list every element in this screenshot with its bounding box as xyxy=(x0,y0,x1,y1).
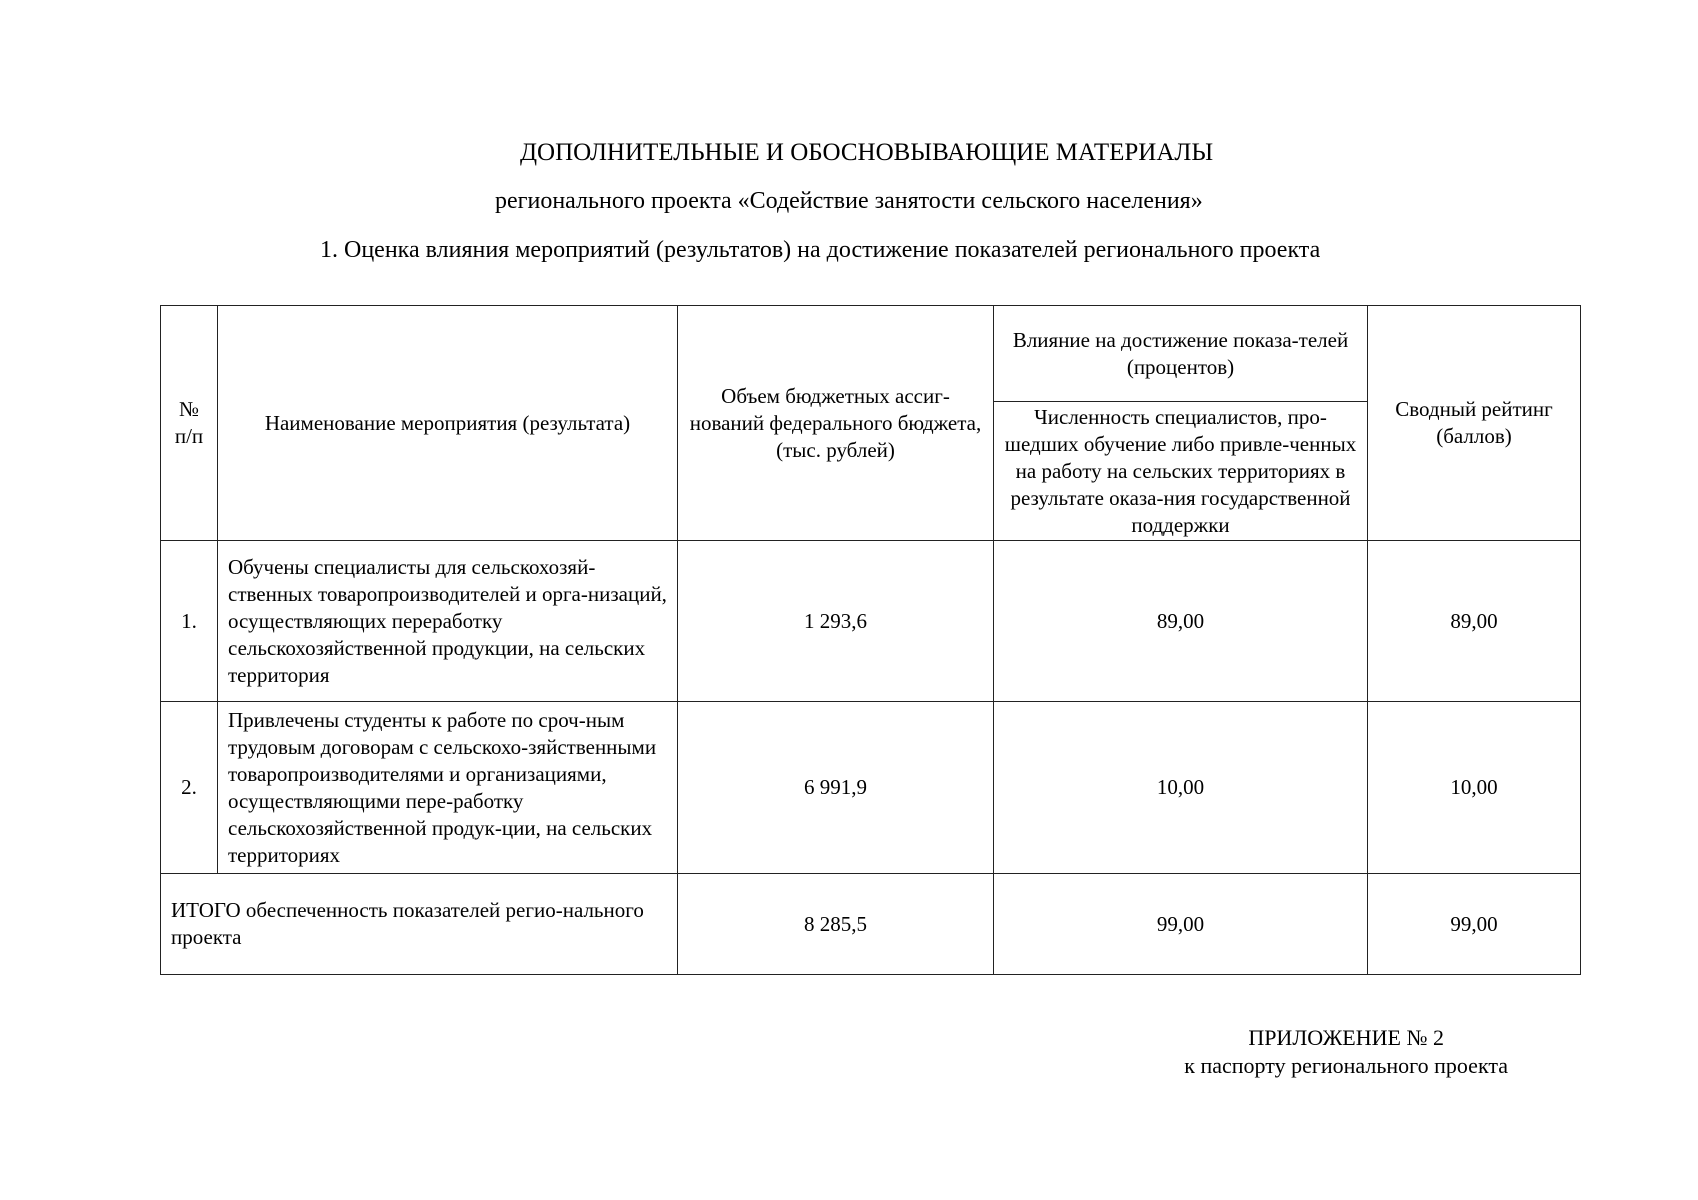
appendix-subtitle: к паспорту регионального проекта xyxy=(1184,1053,1508,1078)
table-row xyxy=(161,541,1581,702)
row-rating: 89,00 xyxy=(1368,541,1581,702)
table-row xyxy=(161,702,1581,874)
document-subtitle: регионального проекта «Содействие занятости сельского населения» xyxy=(495,188,1203,214)
row-budget: 1 293,6 xyxy=(678,541,994,702)
row-num: 1. xyxy=(161,541,218,702)
section-heading: 1. Оценка влияния мероприятий (результатов) на достижение показателей регионального проекта xyxy=(320,237,1321,263)
appendix-block xyxy=(1184,1024,1508,1080)
total-budget: 8 285,5 xyxy=(678,874,994,975)
row-budget: 6 991,9 xyxy=(678,702,994,874)
header-name: Наименование мероприятия (результата) xyxy=(218,306,678,541)
row-name: Обучены специалисты для сельскохозяй-ственных товаропроизводителей и орга-низаций, осуществляющих переработку сельскохозяйственной продукции, на сельских территория xyxy=(218,541,678,702)
header-rating: Сводный рейтинг (баллов) xyxy=(1368,306,1581,541)
row-indicator: 10,00 xyxy=(994,702,1368,874)
total-row xyxy=(161,874,1581,975)
table-header-row xyxy=(161,306,1581,402)
row-name: Привлечены студенты к работе по сроч-ным трудовым договорам с сельскохо-зяйственными товаропроизводителями и организациями, осуществляющими пере-работку сельскохозяйственной продук-ции, на сельских территориях xyxy=(218,702,678,874)
row-indicator: 89,00 xyxy=(994,541,1368,702)
document-title: ДОПОЛНИТЕЛЬНЫЕ И ОБОСНОВЫВАЮЩИЕ МАТЕРИАЛЫ xyxy=(520,139,1214,166)
header-indicator: Численность специалистов, про-шедших обучение либо привле-ченных на работу на сельских территориях в результате оказа-ния государственной поддержки xyxy=(994,402,1368,541)
header-influence: Влияние на достижение показа-телей (процентов) xyxy=(994,306,1368,402)
header-budget: Объем бюджетных ассиг-нований федерального бюджета, (тыс. рублей) xyxy=(678,306,994,541)
header-num: № п/п xyxy=(161,306,218,541)
row-num: 2. xyxy=(161,702,218,874)
total-label: ИТОГО обеспеченность показателей регио-нального проекта xyxy=(161,874,678,975)
total-indicator: 99,00 xyxy=(994,874,1368,975)
appendix-title: ПРИЛОЖЕНИЕ № 2 xyxy=(1248,1025,1444,1050)
total-rating: 99,00 xyxy=(1368,874,1581,975)
row-rating: 10,00 xyxy=(1368,702,1581,874)
impact-assessment-table xyxy=(160,305,1581,975)
